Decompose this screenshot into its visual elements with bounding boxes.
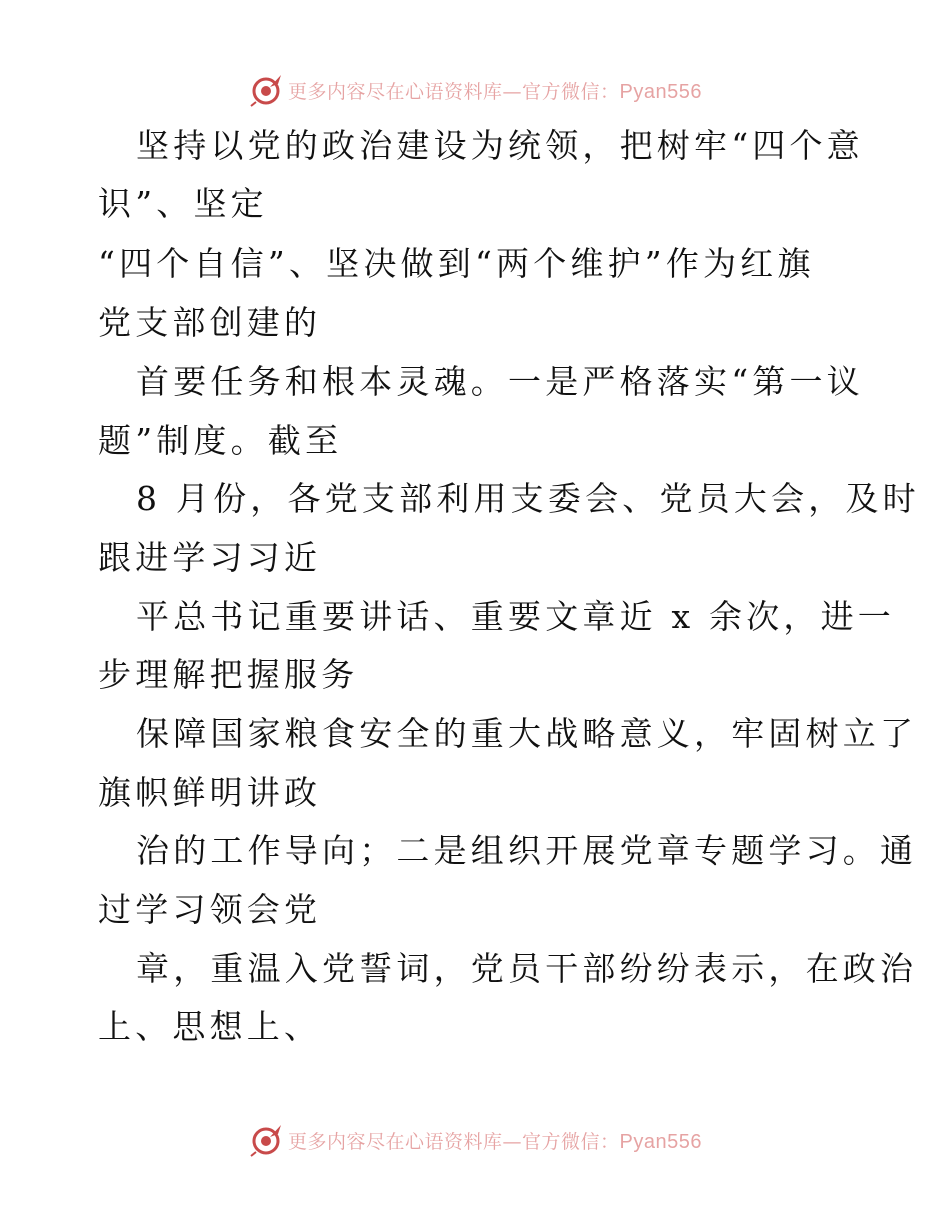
- watermark-brand-text: 更多内容尽在心语资料库—官方微信：: [288, 1130, 620, 1153]
- text-line: 保障国家粮食安全的重大战略意义，牢固树立了: [136, 714, 918, 753]
- quill-seal-icon: [248, 72, 284, 108]
- text-line: 过学习领会党: [98, 890, 322, 929]
- text-line: 党支部创建的: [98, 303, 322, 342]
- text-line: 上、思想上、: [98, 1007, 322, 1046]
- watermark-text: [288, 77, 702, 104]
- text-line: 治的工作导向；二是组织开展党章专题学习。通: [136, 831, 918, 870]
- text-line: 平总书记重要讲话、重要文章近 x 余次，进一: [136, 597, 895, 636]
- text-line: 坚持以党的政治建设为统领，把树牢“四个意: [136, 126, 864, 165]
- text-line: 章，重温入党誓词，党员干部纷纷表示，在政治: [136, 949, 918, 988]
- text-line: 步理解把握服务: [98, 655, 359, 694]
- watermark-text: [288, 1127, 702, 1154]
- quill-seal-icon: [248, 1122, 284, 1158]
- text-line: 题”制度。截至: [98, 421, 343, 460]
- header-watermark: [0, 70, 950, 110]
- watermark-wechat-id: Pyan556: [619, 1130, 702, 1153]
- text-line: 跟进学习习近: [98, 538, 322, 577]
- text-line: “四个自信”、坚决做到“两个维护”作为红旗: [98, 244, 815, 283]
- watermark-brand-text: 更多内容尽在心语资料库—官方微信：: [288, 80, 620, 103]
- footer-watermark: [0, 1120, 950, 1160]
- text-line: 旗帜鲜明讲政: [98, 773, 322, 812]
- text-line: 首要任务和根本灵魂。一是严格落实“第一议: [136, 362, 864, 401]
- text-line: 8 月份，各党支部利用支委会、党员大会，及时: [136, 479, 920, 518]
- text-line: 识”、坚定: [98, 184, 268, 223]
- watermark-wechat-id: Pyan556: [619, 80, 702, 103]
